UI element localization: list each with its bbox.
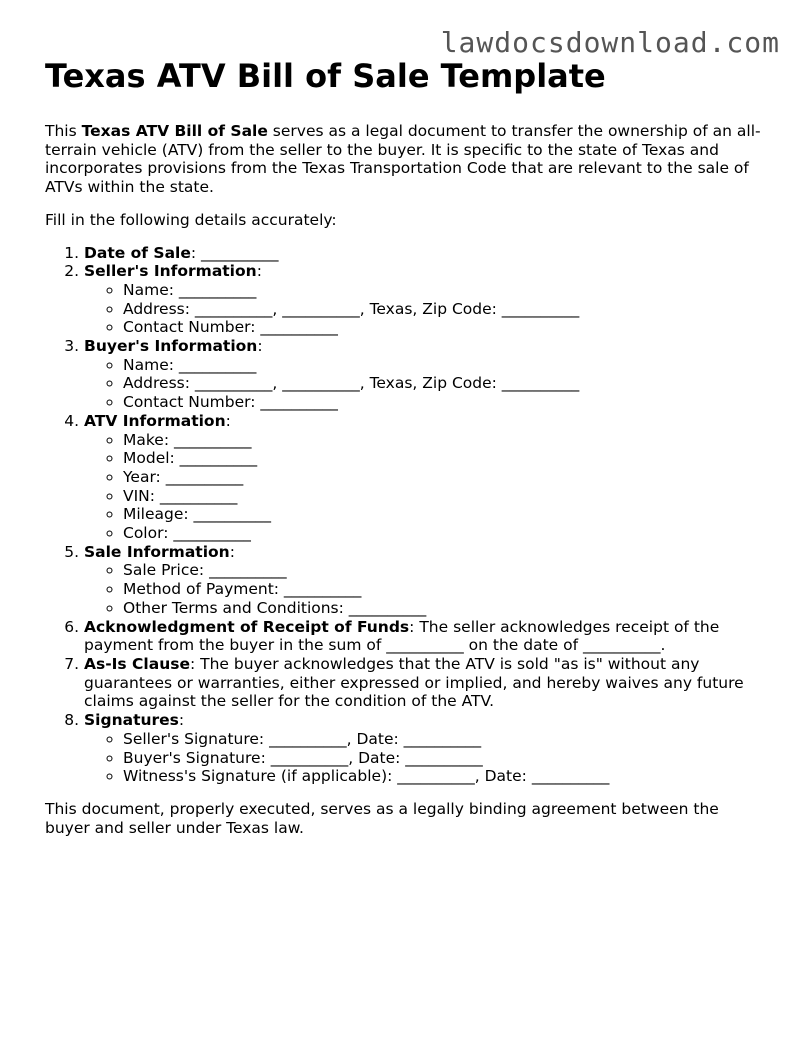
atv-mileage: ◦ Mileage: __________ [123,505,765,524]
item-label: As-Is Clause [84,654,190,673]
page-title: Texas ATV Bill of Sale Template [45,57,606,95]
list-item-date [84,244,765,263]
closing-paragraph: This document, properly executed, serves as a legally binding agreement between the buyer and seller under Texas law. [45,799,719,837]
seller-address: ◦ Address: __________, __________, Texas, Zip Code: __________ [123,300,765,319]
list-item-atv [84,412,765,543]
item-label: Signatures [84,711,179,730]
atv-year: ◦ Year: __________ [123,468,765,487]
seller-signature: ◦ Seller's Signature: __________, Date: __________ [123,730,765,749]
buyer-sublist [84,356,765,412]
signatures-sublist [84,730,765,786]
list-item-seller [84,262,765,337]
list-item-buyer [84,337,765,412]
atv-color: ◦ Color: __________ [123,524,765,543]
intro-post: serves as a legal document to transfer the ownership of an all-terrain vehicle (ATV) from the seller to the buyer. It is specific to the state of Texas and incorporates provisions from the Texas Transportation Code that are relevant to the sale of ATVs within the state. [45,122,761,197]
item-label: Buyer's Information [84,337,258,356]
item-text: : [256,262,262,281]
sale-sublist [84,561,765,617]
details-list [45,244,765,786]
item-text: : [229,542,235,561]
item-label: Acknowledgment of Receipt of Funds [84,617,410,636]
item-text: : [178,711,185,730]
seller-sublist [84,281,765,337]
atv-sublist [84,431,765,543]
list-item-sale [84,543,765,618]
atv-make: ◦ Make: __________ [123,431,765,450]
buyer-address: ◦ Address: __________, __________, Texas, Zip Code: __________ [123,374,765,393]
item-label: Date of Sale [84,243,191,262]
buyer-name: ◦ Name: __________ [123,356,765,375]
intro-paragraph [45,122,765,197]
sale-method: ◦ Method of Payment: __________ [123,580,765,599]
item-text: : [225,411,231,430]
instruction-text: Fill in the following details accurately: [45,210,337,229]
site-watermark: lawdocsdownload.com [440,26,780,59]
item-text: : [257,337,263,356]
list-item-asis [84,655,765,711]
buyer-contact: ◦ Contact Number: __________ [123,393,765,412]
sale-price: ◦ Sale Price: __________ [123,561,765,580]
list-item-receipt [84,618,765,655]
document-body [45,56,765,851]
intro-pre: This [45,122,82,140]
intro-bold: Texas ATV Bill of Sale [81,122,268,140]
seller-name: ◦ Name: __________ [123,281,765,300]
item-label: ATV Information [84,411,226,430]
item-label: Seller's Information [84,262,257,281]
witness-signature: ◦ Witness's Signature (if applicable): __________, Date: __________ [123,767,765,786]
item-text: : The buyer acknowledges that the ATV is sold "as is" without any guarantees or warranties, either expressed or implied, and hereby waives any future claims against the seller for the condition of the ATV. [84,654,744,711]
buyer-signature: ◦ Buyer's Signature: __________, Date: __________ [123,749,765,768]
atv-model: ◦ Model: __________ [123,449,765,468]
seller-contact: ◦ Contact Number: __________ [123,318,765,337]
item-text: : The seller acknowledges receipt of the payment from the buyer in the sum of __________ on the date of __________. [84,617,720,655]
list-item-signatures [84,711,765,786]
item-text: : __________ [190,243,279,262]
sale-terms: ◦ Other Terms and Conditions: __________ [123,599,765,618]
item-label: Sale Information [84,542,230,561]
atv-vin: ◦ VIN: __________ [123,487,765,506]
